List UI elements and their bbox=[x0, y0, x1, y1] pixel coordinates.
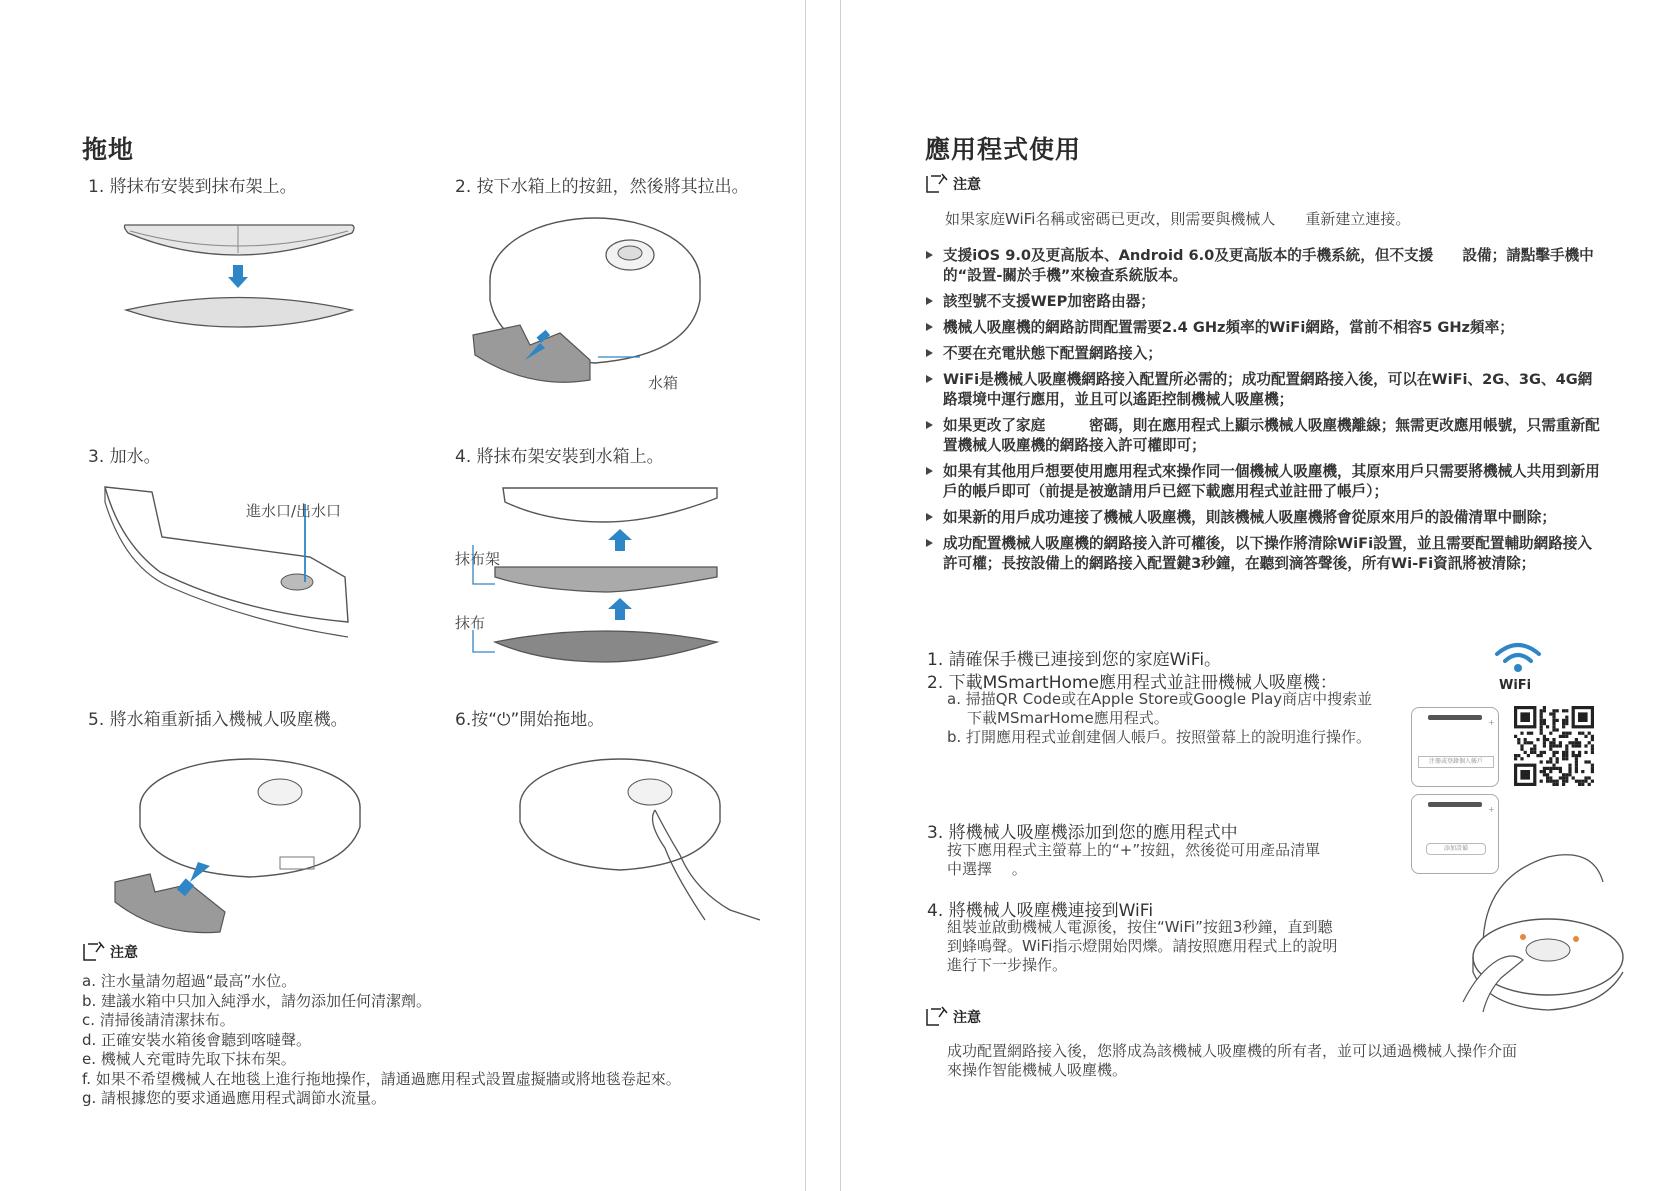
app-step-4-desc-end: 進行下一步操作。 bbox=[947, 956, 1068, 974]
wifi-icon bbox=[1493, 640, 1543, 676]
app-step-2a: a. 掃描QR Code或在Apple Store或Google Play商店中搜索並 bbox=[947, 690, 1373, 708]
start-mopping-illustration bbox=[515, 760, 760, 920]
requirement-item: 如果新的用戶成功連接了機械人吸塵機，則該機械人吸塵機將會從原來用戶的設備清單中刪除； bbox=[923, 508, 1603, 528]
app-step-4-desc-cont: 到蜂鳴聲。WiFi指示燈開始閃爍。請按照應用程式上的說明 bbox=[947, 937, 1338, 955]
app-step-3-desc-cont: 中選擇 。 bbox=[947, 860, 1027, 878]
tank-removal-illustration bbox=[470, 215, 730, 410]
phone-add-device-label: 添加設備 bbox=[1426, 843, 1486, 855]
robot-wifi-button-illustration bbox=[1453, 852, 1603, 1012]
page-title: 拖地 bbox=[82, 135, 135, 164]
app-step-3: 3. 將機械人吸塵機添加到您的應用程式中 bbox=[927, 823, 1238, 843]
right-page bbox=[840, 0, 1678, 1191]
requirement-item: 如果更改了家庭 密碼，則在應用程式上顯示機械人吸塵機離線；無需更改應用帳號，只需重新配置機械人吸塵機的網路接入許可權即可； bbox=[923, 416, 1603, 456]
mop-holder-install-illustration bbox=[455, 480, 735, 665]
requirement-item: 機械人吸塵機的網路訪問配置需要2.4 GHz頻率的WiFi網路，當前不相容5 GHz頻率； bbox=[923, 318, 1603, 338]
note-item: c. 清掃後請清潔抹布。 bbox=[82, 1011, 235, 1029]
requirement-item: WiFi是機械人吸塵機網路接入配置所必需的；成功配置網路接入後，可以在WiFi、2G、3G、4G網路環境中運行應用，並且可以遙距控制機械人吸塵機； bbox=[923, 370, 1603, 410]
callout-water-tank: 水箱 bbox=[648, 374, 679, 392]
app-step-2b: b. 打開應用程式並創建個人帳戶。按照螢幕上的說明進行操作。 bbox=[947, 728, 1372, 746]
pin-note-icon bbox=[925, 1005, 951, 1027]
app-step-3-desc: 按下應用程式主螢幕上的“+”按鈕，然後從可用產品清單 bbox=[947, 841, 1321, 859]
requirement-item: 支援iOS 9.0及更高版本、Android 6.0及更高版本的手機系統，但不支援 設備；請點擊手機中的“設置-關於手機”來檢查系統版本。 bbox=[923, 246, 1603, 286]
requirement-item: 不要在充電狀態下配置網路接入； bbox=[923, 344, 1603, 364]
note-header bbox=[925, 172, 981, 194]
ownership-note-line-2: 來操作智能機械人吸塵機。 bbox=[947, 1061, 1128, 1079]
note-item: g. 請根據您的要求通過應用程式調節水流量。 bbox=[82, 1089, 387, 1107]
step-1: 1. 將抹布安裝到抹布架上。 bbox=[88, 177, 297, 197]
note-label: 注意 bbox=[953, 177, 981, 193]
wifi-label: WiFi bbox=[1499, 678, 1532, 693]
note-header bbox=[925, 1005, 981, 1027]
requirement-item: 如果有其他用戶想要使用應用程式來操作同一個機械人吸塵機，其原來用戶只需要將機械人共用到新用戶的帳戶即可（前提是被邀請用戶已經下載應用程式並註冊了帳戶）； bbox=[923, 462, 1603, 502]
ownership-note-line-1: 成功配置網路接入後，您將成為該機械人吸塵機的所有者，並可以通過機械人操作介面 bbox=[947, 1042, 1518, 1060]
step-2: 2. 按下水箱上的按鈕，然後將其拉出。 bbox=[455, 177, 749, 197]
step-3: 3. 加水。 bbox=[88, 447, 161, 467]
note-intro: 如果家庭WiFi名稱或密碼已更改，則需要與機械人 重新建立連接。 bbox=[945, 210, 1411, 228]
page-title: 應用程式使用 bbox=[925, 135, 1082, 164]
callout-mop: 抹布 bbox=[455, 614, 486, 632]
note-item: d. 正確安裝水箱後會聽到喀噠聲。 bbox=[82, 1030, 312, 1049]
note-item: a. 注水量請勿超過“最高”水位。 bbox=[82, 972, 297, 990]
pin-note-icon bbox=[925, 172, 951, 194]
notes-list bbox=[82, 972, 782, 1109]
note-item: f. 如果不希望機械人在地毯上進行拖地操作，請通過應用程式設置虛擬牆或將地毯卷起來。 bbox=[82, 1069, 681, 1088]
tank-insert-illustration bbox=[110, 762, 360, 937]
requirement-item: 成功配置機械人吸塵機的網路接入許可權後，以下操作將清除WiFi設置，並且需要配置輔助網路接入許可權；長按設備上的網路接入配置鍵3秒鐘，在聽到滴答聲後，所有Wi-Fi資訊將被清除； bbox=[923, 534, 1603, 574]
step-4: 4. 將抹布架安裝到水箱上。 bbox=[455, 447, 664, 467]
note-label: 注意 bbox=[110, 945, 138, 961]
qr-code bbox=[1514, 706, 1594, 786]
phone-screen-register: + 注冊或登錄個人帳戶 bbox=[1411, 707, 1499, 787]
app-step-2: 2. 下載MSmartHome應用程式並註冊機械人吸塵機： bbox=[927, 673, 1337, 693]
step-6: 6.按“⏻”開始拖地。 bbox=[455, 710, 605, 730]
note-item: e. 機械人充電時先取下抹布架。 bbox=[82, 1050, 296, 1068]
app-step-4-desc: 組裝並啟動機械人電源後，按住“WiFi”按鈕3秒鐘，直到聽 bbox=[947, 918, 1333, 936]
phone-screen-add-device: + 添加設備 bbox=[1411, 794, 1499, 874]
pin-note-icon bbox=[82, 940, 108, 962]
app-step-2a-cont: 下載MSmarHome應用程式。 bbox=[967, 709, 1169, 727]
step-5: 5. 將水箱重新插入機械人吸塵機。 bbox=[88, 710, 348, 730]
requirement-item: 該型號不支援WEP加密路由器； bbox=[923, 292, 1603, 312]
app-step-4: 4. 將機械人吸塵機連接到WiFi bbox=[927, 901, 1154, 921]
requirements-list bbox=[923, 246, 1603, 580]
note-header bbox=[82, 940, 138, 962]
callout-mop-holder: 抹布架 bbox=[455, 550, 501, 568]
phone-register-label: 注冊或登錄個人帳戶 bbox=[1418, 756, 1494, 768]
app-step-1: 1. 請確保手機已連接到您的家庭WiFi。 bbox=[927, 650, 1222, 670]
callout-inlet-outlet: 進水口/出水口 bbox=[246, 502, 342, 520]
note-item: b. 建議水箱中只加入純淨水，請勿添加任何清潔劑。 bbox=[82, 991, 432, 1010]
mop-attach-illustration bbox=[120, 215, 360, 335]
note-label: 注意 bbox=[953, 1010, 981, 1026]
left-page bbox=[0, 0, 806, 1191]
